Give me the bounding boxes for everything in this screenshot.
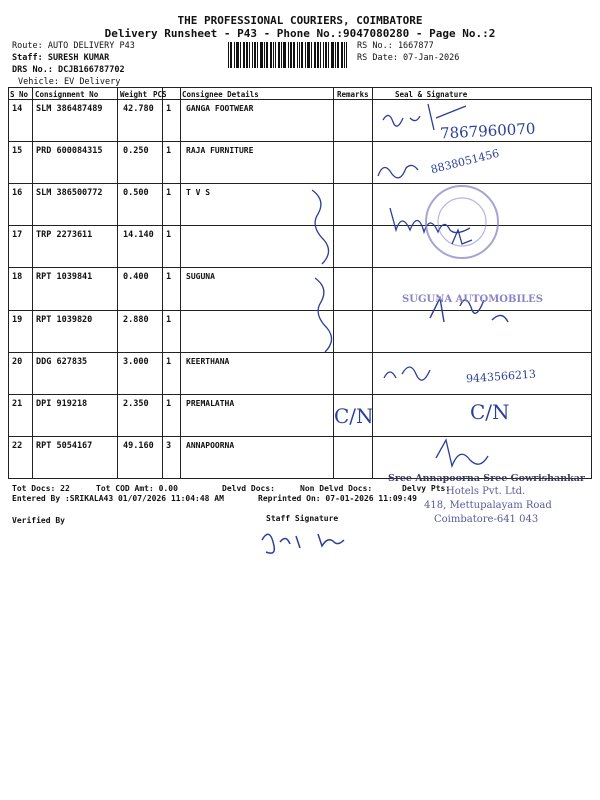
header-seal: Seal & Signature bbox=[395, 90, 468, 99]
handwritten-phone: 7867960070 bbox=[439, 119, 536, 143]
row-serial: 17 bbox=[12, 230, 23, 241]
row-consignee: SUGUNA bbox=[186, 272, 215, 282]
reprinted-on: Reprinted On: 07-01-2026 11:09:49 bbox=[258, 494, 417, 503]
handwritten-note: C/N bbox=[470, 400, 510, 424]
row-pcs: 1 bbox=[166, 104, 172, 114]
handwritten-phone: 9443566213 bbox=[465, 367, 537, 386]
row-weight: 0.250 bbox=[123, 146, 149, 157]
row-consignment-no: SLM 386500772 bbox=[36, 188, 103, 199]
drs-number: DRS No.: DCJB166787702 bbox=[12, 65, 125, 75]
row-weight: 3.000 bbox=[123, 356, 149, 367]
row-weight: 2.880 bbox=[123, 314, 149, 325]
row-weight: 2.350 bbox=[123, 398, 149, 409]
row-pcs: 1 bbox=[166, 272, 172, 283]
company-title: THE PROFESSIONAL COURIERS, COIMBATORE bbox=[177, 14, 423, 27]
non-delivered-docs: Non Delvd Docs: bbox=[300, 484, 373, 493]
rs-number: RS No.: 1667877 bbox=[357, 41, 434, 51]
route-label: Route: AUTO DELIVERY P43 bbox=[12, 41, 135, 51]
header-weight: Weight bbox=[120, 90, 148, 99]
row-weight: 42.780 bbox=[123, 104, 154, 114]
row-consignment-no: RPT 1039841 bbox=[36, 272, 93, 283]
row-serial: 21 bbox=[12, 398, 23, 409]
row-serial: 19 bbox=[12, 314, 23, 325]
entered-by: Entered By :SRIKALA43 01/07/2026 11:04:48 AM bbox=[12, 494, 224, 503]
row-consignee: T V S bbox=[186, 188, 211, 198]
row-pcs: 1 bbox=[166, 314, 172, 325]
hotel-stamp-line4: Coimbatore-641 043 bbox=[434, 514, 539, 525]
row-serial: 22 bbox=[12, 440, 23, 451]
signature-scribble bbox=[378, 165, 418, 177]
row-serial: 15 bbox=[12, 146, 23, 157]
header-pcs: PCS bbox=[153, 90, 167, 99]
rs-date: RS Date: 07-Jan-2026 bbox=[357, 53, 460, 63]
row-consignment-no: PRD 600084315 bbox=[36, 146, 103, 157]
handwritten-note: C/N bbox=[334, 404, 374, 428]
row-pcs: 1 bbox=[166, 146, 172, 157]
hotel-stamp-line2: Hotels Pvt. Ltd. bbox=[446, 486, 526, 497]
row-serial: 14 bbox=[12, 104, 23, 114]
delivery-points: Delvy Pts: bbox=[402, 484, 451, 493]
suguna-stamp: SUGUNA AUTOMOBILES bbox=[402, 294, 544, 305]
remarks-mark bbox=[315, 278, 332, 352]
signature-scribble bbox=[436, 440, 488, 466]
row-consignee: PREMALATHA bbox=[186, 398, 235, 408]
row-weight: 0.400 bbox=[123, 272, 149, 283]
row-weight: 14.140 bbox=[123, 230, 154, 241]
header-consignee: Consignee Details bbox=[182, 90, 259, 99]
header-consignment: Consignment No bbox=[35, 90, 99, 99]
row-consignment-no: TRP 2273611 bbox=[36, 230, 93, 241]
hotel-stamp-line1: Sree Annapoorna Sree Gowrishankar bbox=[388, 473, 585, 484]
staff-signature bbox=[262, 534, 344, 553]
row-pcs: 1 bbox=[166, 356, 172, 367]
round-stamp-inner bbox=[438, 198, 486, 246]
staff-label: Staff: SURESH KUMAR bbox=[12, 53, 110, 63]
signature-scribble bbox=[384, 367, 430, 380]
row-consignment-no: DDG 627835 bbox=[36, 356, 88, 367]
delivered-docs: Delvd Docs: bbox=[222, 484, 275, 493]
row-consignment-no: SLM 386487489 bbox=[36, 104, 103, 114]
row-consignment-no: RPT 1039820 bbox=[36, 314, 93, 325]
row-serial: 16 bbox=[12, 188, 23, 199]
row-consignee: KEERTHANA bbox=[186, 356, 230, 366]
remarks-mark bbox=[312, 190, 329, 264]
row-pcs: 1 bbox=[166, 398, 172, 409]
handwritten-phone: 8838051456 bbox=[429, 146, 501, 177]
row-weight: 0.500 bbox=[123, 188, 149, 199]
vehicle-label: Vehicle: EV Delivery bbox=[18, 77, 121, 87]
row-serial: 20 bbox=[12, 356, 23, 367]
row-consignment-no: RPT 5054167 bbox=[36, 440, 93, 451]
header-sno: S No bbox=[10, 90, 29, 99]
row-weight: 49.160 bbox=[123, 440, 154, 451]
header-remarks: Remarks bbox=[337, 90, 369, 99]
total-docs: Tot Docs: 22 bbox=[12, 484, 70, 493]
row-serial: 18 bbox=[12, 272, 23, 283]
row-consignee: GANGA FOOTWEAR bbox=[186, 104, 254, 113]
row-pcs: 3 bbox=[166, 440, 172, 451]
verified-by: Verified By bbox=[12, 516, 65, 525]
round-stamp bbox=[426, 186, 498, 258]
runsheet-subtitle: Delivery Runsheet - P43 - Phone No.:9047080280 - Page No.:2 bbox=[104, 27, 496, 40]
row-consignment-no: DPI 919218 bbox=[36, 398, 88, 409]
row-pcs: 1 bbox=[166, 188, 172, 199]
row-pcs: 1 bbox=[166, 230, 172, 241]
row-consignee: ANNAPOORNA bbox=[186, 440, 235, 450]
row-consignee: RAJA FURNITURE bbox=[186, 146, 254, 156]
staff-signature-label: Staff Signature bbox=[266, 514, 339, 523]
hotel-stamp-line3: 418, Mettupalayam Road bbox=[424, 500, 552, 511]
total-cod: Tot COD Amt: 0.00 bbox=[96, 484, 178, 493]
